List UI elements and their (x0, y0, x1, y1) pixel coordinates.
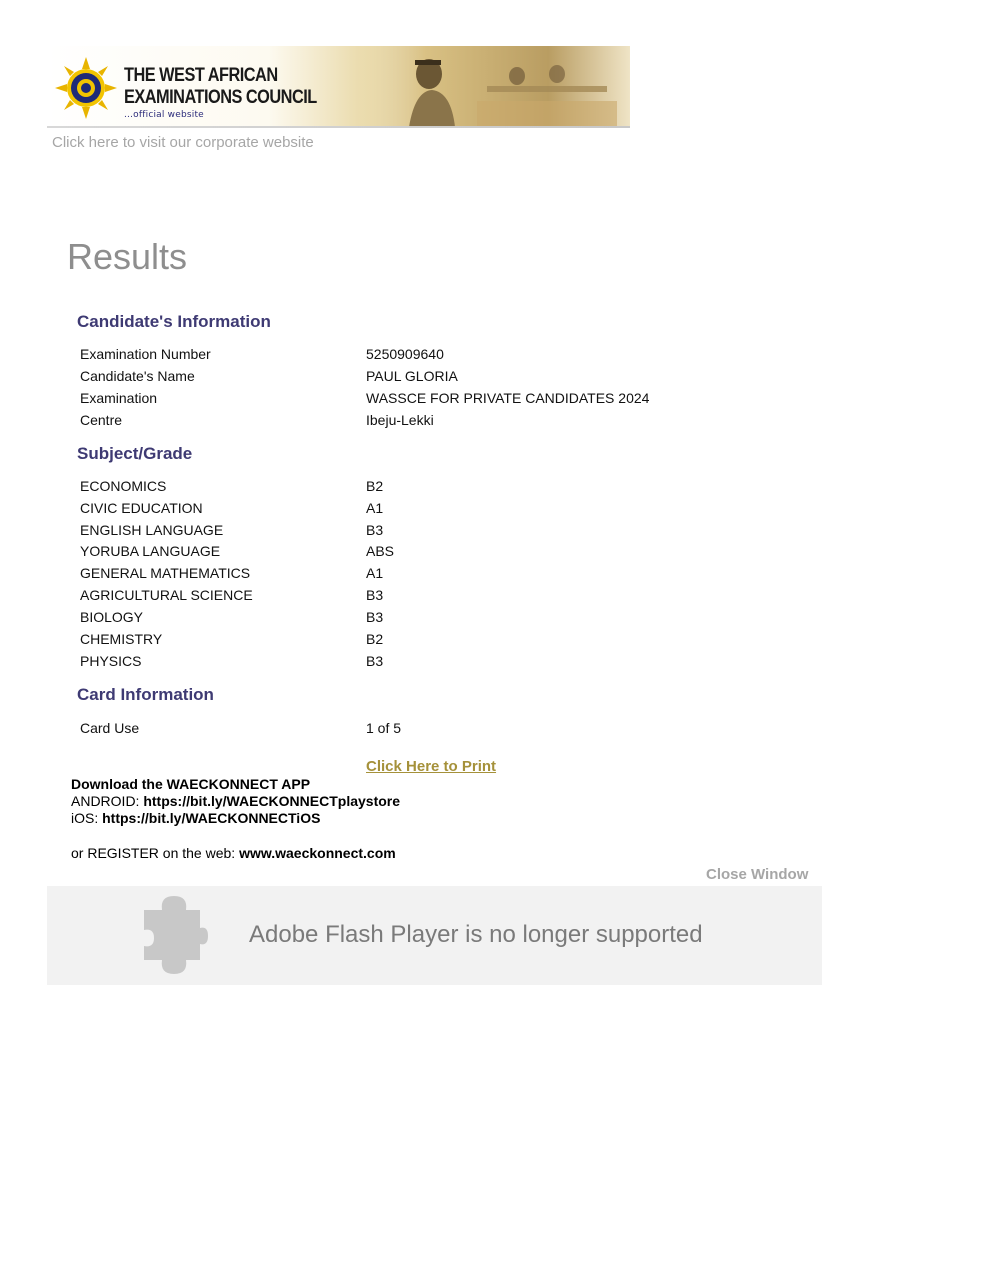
banner-photo (357, 46, 630, 127)
banner-divider (47, 126, 630, 128)
subject-name: CIVIC EDUCATION (80, 500, 203, 516)
subject-name: PHYSICS (80, 653, 142, 669)
row-value: WASSCE FOR PRIVATE CANDIDATES 2024 (366, 390, 650, 406)
subject-grade: B2 (366, 631, 384, 647)
subject-row (80, 522, 700, 544)
subject-name: AGRICULTURAL SCIENCE (80, 587, 253, 603)
subject-grade: B3 (366, 587, 384, 603)
subject-grade: ABS (366, 543, 395, 559)
waeckonnect-app-block (71, 776, 400, 827)
row-label: Examination Number (80, 346, 211, 362)
register-line (71, 845, 396, 861)
close-window-link[interactable]: Close Window (706, 866, 809, 883)
subject-grade: B3 (366, 522, 384, 538)
card-use-value: 1 of 5 (366, 720, 402, 736)
card-use-row (80, 720, 700, 742)
subject-row (80, 587, 700, 609)
subject-name: ECONOMICS (80, 478, 167, 494)
subject-row (80, 609, 700, 631)
card-use-label: Card Use (80, 720, 140, 736)
card-info-heading: Card Information (77, 685, 214, 704)
subject-grade: B2 (366, 478, 384, 494)
candidate-info-row (80, 412, 700, 434)
waec-seal-icon (55, 57, 117, 119)
subject-row (80, 631, 700, 653)
subject-name: BIOLOGY (80, 609, 144, 625)
subject-row (80, 478, 700, 500)
ios-label: iOS: (71, 810, 99, 826)
subject-grade: B3 (366, 653, 384, 669)
row-value: 5250909640 (366, 346, 444, 362)
android-url-link[interactable]: https://bit.ly/WAECKONNECTplaystore (143, 793, 401, 809)
android-label: ANDROID: (71, 793, 140, 809)
brand-title-line2: EXAMINATIONS COUNCIL (124, 87, 317, 108)
flash-unsupported-message: Adobe Flash Player is no longer supported (249, 921, 703, 948)
subject-row (80, 565, 700, 587)
subject-name: YORUBA LANGUAGE (80, 543, 221, 559)
row-label: Examination (80, 390, 158, 406)
row-value: Ibeju-Lekki (366, 412, 434, 428)
corporate-website-link[interactable]: Click here to visit our corporate website (52, 134, 314, 151)
brand-subtitle: ...official website (124, 110, 204, 120)
register-label: or REGISTER on the web: (71, 845, 236, 861)
ios-url-link[interactable]: https://bit.ly/WAECKONNECTiOS (102, 810, 321, 826)
candidate-info-row (80, 368, 700, 390)
page-title: Results (67, 236, 188, 277)
subject-name: GENERAL MATHEMATICS (80, 565, 251, 581)
subject-row (80, 543, 700, 565)
subject-name: ENGLISH LANGUAGE (80, 522, 224, 538)
candidate-info-heading: Candidate's Information (77, 312, 271, 331)
row-value: PAUL GLORIA (366, 368, 458, 384)
subject-grade-heading: Subject/Grade (77, 444, 193, 463)
subject-grade: A1 (366, 565, 384, 581)
row-label: Candidate's Name (80, 368, 195, 384)
subject-row (80, 500, 700, 522)
candidate-info-row (80, 346, 700, 368)
candidate-info-row (80, 390, 700, 412)
subject-grade: A1 (366, 500, 384, 516)
subject-name: CHEMISTRY (80, 631, 163, 647)
app-download-title: Download the WAECKONNECT APP (71, 776, 311, 792)
subject-row (80, 653, 700, 675)
subject-grade: B3 (366, 609, 384, 625)
row-label: Centre (80, 412, 123, 428)
print-link[interactable]: Click Here to Print (366, 758, 497, 775)
brand-title-line1: THE WEST AFRICAN (124, 65, 278, 86)
register-url-link[interactable]: www.waeckonnect.com (239, 845, 396, 861)
puzzle-plugin-icon (144, 896, 208, 974)
